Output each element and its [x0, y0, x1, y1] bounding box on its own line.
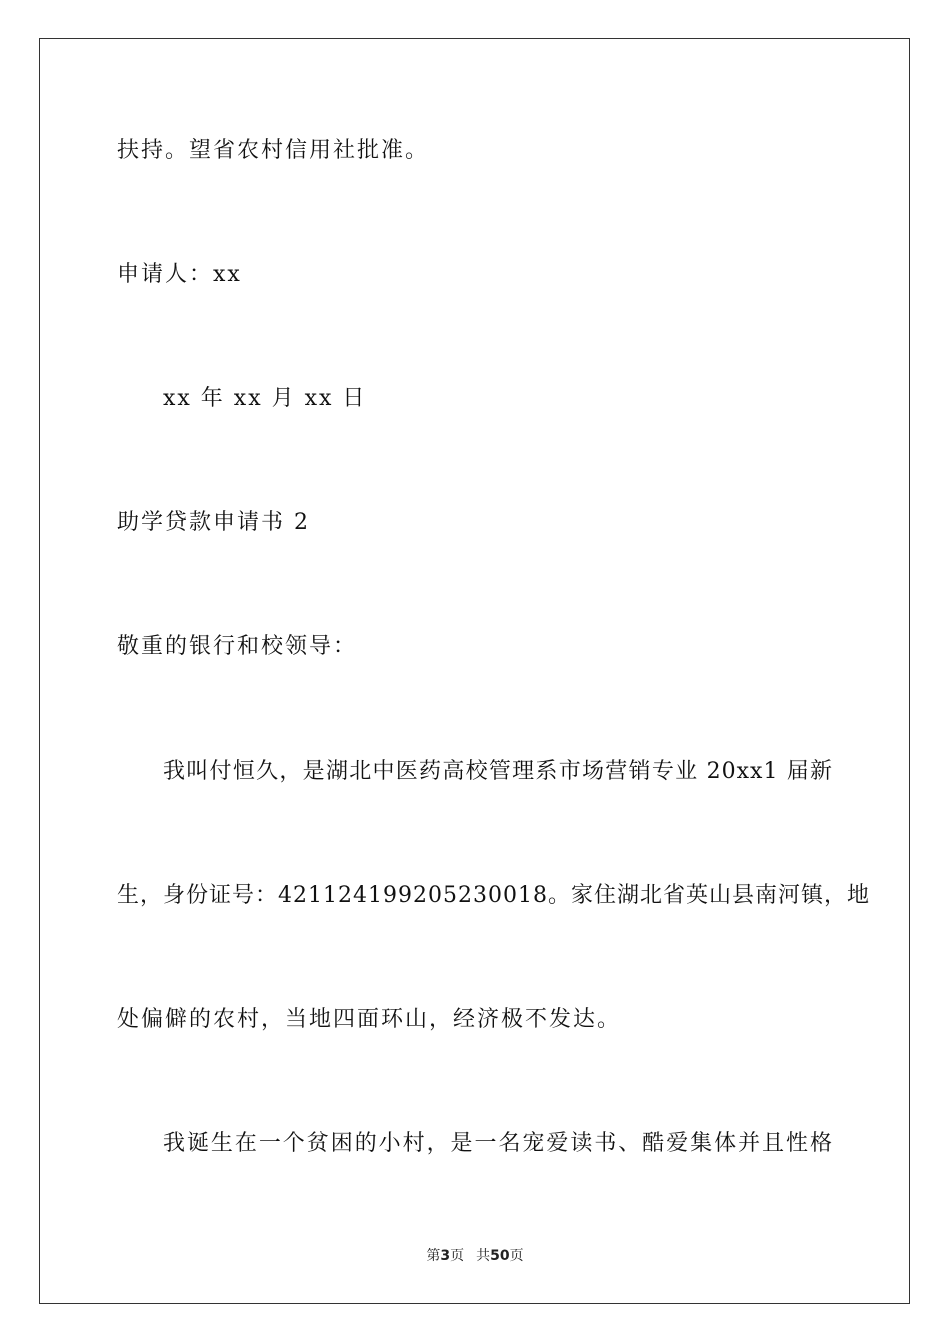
section-title: 助学贷款申请书 2: [117, 510, 310, 535]
applicant-line: 申请人：xx: [117, 262, 242, 287]
text-line: 扶持。望省农村信用社批准。: [117, 138, 430, 163]
paragraph-line: 我诞生在一个贫困的小村，是一名宠爱读书、酷爱集体并且性格: [163, 1131, 833, 1156]
page-suffix: 页: [450, 1248, 465, 1264]
paragraph-line: 生，身份证号：421124199205230018。家住湖北省英山县南河镇，地: [117, 883, 870, 908]
date-line: xx 年 xx 月 xx 日: [163, 386, 367, 411]
paragraph-line: 我叫付恒久，是湖北中医药高校管理系市场营销专业 20xx1 届新: [163, 759, 833, 784]
paragraph-line: 处偏僻的农村，当地四面环山，经济极不发达。: [117, 1007, 622, 1032]
page-footer: [0, 1246, 950, 1266]
total-pages: 50: [490, 1248, 510, 1264]
total-suffix: 页: [509, 1248, 524, 1264]
page-prefix: 第: [426, 1248, 441, 1264]
page-number: 3: [440, 1248, 451, 1264]
page-border: [39, 38, 910, 1304]
salutation: 敬重的银行和校领导：: [117, 634, 358, 659]
total-prefix: 共: [476, 1248, 491, 1264]
